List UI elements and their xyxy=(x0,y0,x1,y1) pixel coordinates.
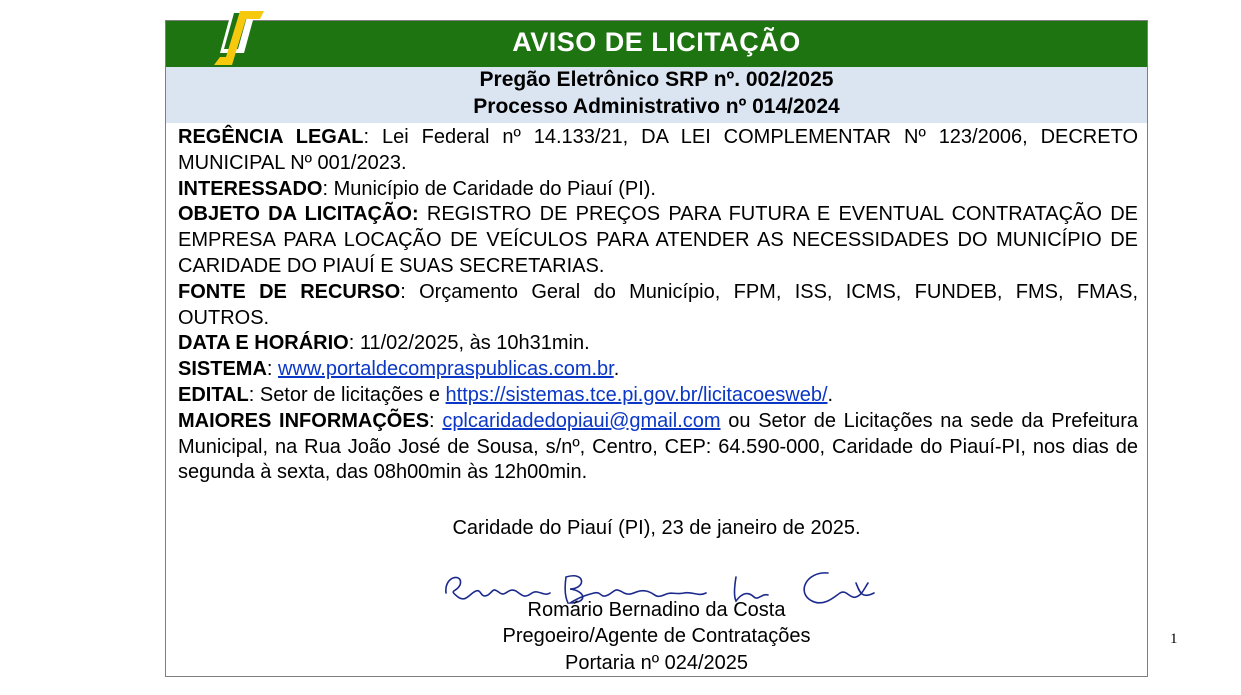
info-email-link[interactable]: cplcaridadedopiaui@gmail.com xyxy=(442,409,721,432)
signer-role: Pregoeiro/Agente de Contratações xyxy=(502,625,811,647)
regencia-text: : Lei Federal nº 14.133/21, DA LEI COMPLEMENTAR Nº 123/2006, DECRETO MUNICIPAL Nº 001/2023. xyxy=(178,126,1139,174)
data-text: : 11/02/2025, às 10h31min. xyxy=(348,332,590,355)
edital-link[interactable]: https://sistemas.tce.pi.gov.br/licitacoesweb/ xyxy=(445,383,828,406)
interessado-paragraph xyxy=(178,177,1138,203)
sistema-label: SISTEMA xyxy=(178,358,267,381)
edital-post: . xyxy=(827,383,834,406)
edital-label: EDITAL xyxy=(178,383,249,406)
fonte-text: : Orçamento Geral do Município, FPM, ISS, ICMS, FUNDEB, FMS, FMAS, OUTROS. xyxy=(178,280,1138,329)
pregao-number: Pregão Eletrônico SRP nº. 002/2025 xyxy=(479,68,834,91)
regencia-paragraph xyxy=(178,125,1138,177)
objeto-paragraph xyxy=(178,202,1138,279)
objeto-label: OBJETO DA LICITAÇÃO: xyxy=(178,203,419,226)
notice-title: AVISO DE LICITAÇÃO xyxy=(512,27,801,57)
title-bar xyxy=(166,21,1147,67)
notice-body xyxy=(178,125,1138,486)
info-text: ou Setor de Licitações na sede da Prefeitura Municipal, na Rua João José de Sousa, s/nº, Centro, CEP: 64.590-000, Caridade do Piauí-PI, nos dias de segunda à sexta, das 08h00min às 12h00min. xyxy=(178,409,1138,484)
sistema-paragraph xyxy=(178,357,1138,383)
process-number: Processo Administrativo nº 014/2024 xyxy=(473,95,840,118)
info-paragraph xyxy=(178,409,1138,486)
place-date: Caridade do Piauí (PI), 23 de janeiro de 2025. xyxy=(452,517,861,539)
data-paragraph xyxy=(178,331,1138,357)
data-label: DATA E HORÁRIO xyxy=(178,332,349,355)
interessado-label: INTERESSADO xyxy=(178,177,323,200)
edital-pre: : Setor de licitações e xyxy=(248,383,446,406)
interessado-text: : Município de Caridade do Piauí (PI). xyxy=(322,177,656,200)
sistema-link[interactable]: www.portaldecompraspublicas.com.br xyxy=(278,358,614,381)
municipal-logo-icon xyxy=(202,7,282,69)
process-info-bar xyxy=(166,67,1147,123)
info-label: MAIORES INFORMAÇÕES xyxy=(178,409,430,432)
regencia-label: REGÊNCIA LEGAL xyxy=(178,126,364,148)
signer-name: Romário Bernadino da Costa xyxy=(527,599,786,621)
edital-paragraph xyxy=(178,383,1138,409)
signer-portaria: Portaria nº 024/2025 xyxy=(565,652,748,674)
sistema-post: . xyxy=(613,358,620,381)
page-number: 1 xyxy=(1170,631,1178,647)
objeto-text: REGISTRO DE PREÇOS PARA FUTURA E EVENTUAL CONTRATAÇÃO DE EMPRESA PARA LOCAÇÃO DE VEÍCULOS PARA ATENDER AS NECESSIDADES DO MUNICÍPIO DE CARIDADE DO PIAUÍ E SUAS SECRETARIAS. xyxy=(178,203,1139,277)
fonte-label: FONTE DE RECURSO xyxy=(178,280,401,303)
notice-frame xyxy=(165,20,1148,677)
fonte-paragraph xyxy=(178,280,1138,332)
sistema-pre: : xyxy=(266,358,279,381)
info-pre: : xyxy=(429,409,443,432)
